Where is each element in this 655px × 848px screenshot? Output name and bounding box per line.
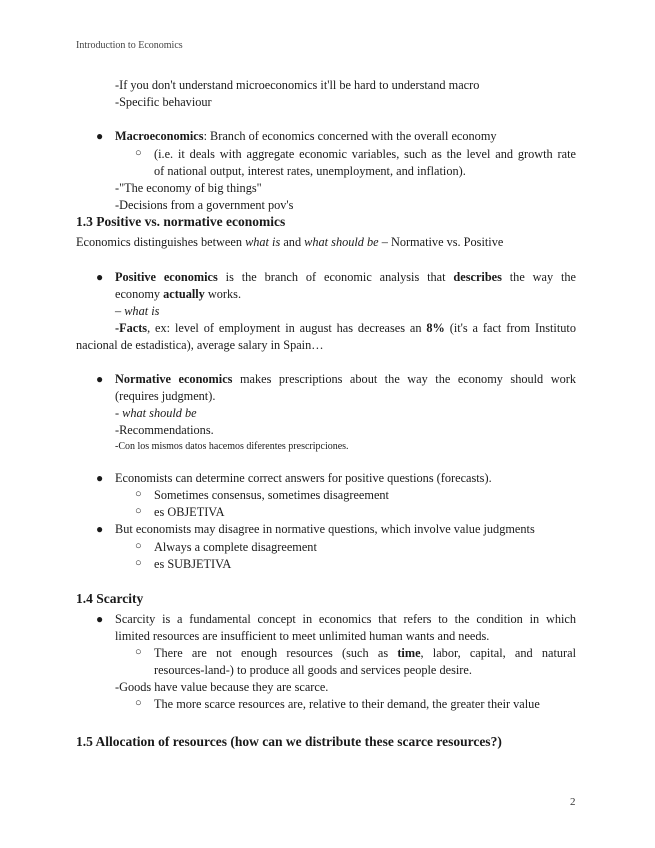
normative-what-should <box>115 405 197 421</box>
economists-sub-4: es SUBJETIVA <box>154 557 232 571</box>
scarcity-time: time <box>397 646 421 660</box>
economists-sub-3: Always a complete disagreement <box>154 540 317 554</box>
facts-term: -Facts <box>115 321 148 335</box>
positive-line-2 <box>115 286 241 302</box>
intro-and: and <box>280 235 305 249</box>
economists-sub-2: es OBJETIVA <box>154 505 225 519</box>
positive-line2-a: economy <box>115 287 164 301</box>
scarcity-line-2: limited resources are insufficient to meet unlimited human wants and needs. <box>115 629 490 643</box>
bullet-icon: ● <box>96 471 104 485</box>
bullet-icon: ● <box>96 129 104 143</box>
micro-note-2: -Specific behaviour <box>115 95 212 109</box>
positive-line-1 <box>115 269 576 285</box>
micro-note-1: -If you don't understand microeconomics it'll be hard to understand macro <box>115 78 480 92</box>
sub-bullet-icon: ○ <box>135 505 142 517</box>
bullet-icon: ● <box>96 372 104 386</box>
sub-bullet-icon: ○ <box>135 557 142 569</box>
intro-text: Economics distinguishes between <box>76 235 246 249</box>
scarcity-sub-2: The more scarce resources are, relative to their demand, the greater their value <box>154 697 540 711</box>
economists-sub-1: Sometimes consensus, sometimes disagreement <box>154 488 389 502</box>
facts-end: (it's a fact from Instituto <box>444 321 576 335</box>
sub-bullet-icon: ○ <box>135 697 142 709</box>
positive-what-is <box>115 303 159 319</box>
positive-term: Positive economics <box>115 270 218 284</box>
intro-end: – Normative vs. Positive <box>378 235 504 249</box>
scarcity-sub-text-a: There are not enough resources (such as <box>154 646 398 660</box>
normative-line-2: (requires judgment). <box>115 389 216 403</box>
positive-text-b: the way the <box>501 270 576 284</box>
macro-definition: : Branch of economics concerned with the overall economy <box>203 129 497 143</box>
economists-line-1: Economists can determine correct answers for positive questions (forecasts). <box>115 471 492 485</box>
scarcity-sub-1-line-1 <box>154 645 576 661</box>
macro-term: Macroeconomics <box>115 129 204 143</box>
sub-bullet-icon: ○ <box>135 540 142 552</box>
intro-what-is: what is <box>245 235 281 249</box>
intro-what-should: what should be <box>304 235 379 249</box>
macro-note-1: -"The economy of big things" <box>115 181 262 195</box>
sub-bullet-icon: ○ <box>135 646 142 658</box>
positive-facts-line-2: nacional de estadistica), average salary in Spain… <box>76 338 324 352</box>
macro-note-2: -Decisions from a government pov's <box>115 198 294 212</box>
page-number: 2 <box>570 796 576 808</box>
positive-what-is-text: – what is <box>115 304 160 318</box>
bullet-icon: ● <box>96 522 104 536</box>
normative-what-should-text: - what should be <box>115 406 197 420</box>
macro-sub-line-1: (i.e. it deals with aggregate economic variables, such as the level and growth rate <box>154 147 576 161</box>
economists-line-2: But economists may disagree in normative questions, which involve value judgments <box>115 522 535 536</box>
positive-facts-line-1 <box>115 320 576 336</box>
normative-text: makes prescriptions about the way the economy should work <box>232 372 576 386</box>
scarcity-note: -Goods have value because they are scarce. <box>115 680 329 694</box>
scarcity-line-1: Scarcity is a fundamental concept in economics that refers to the condition in which <box>115 612 576 626</box>
facts-percent: 8% <box>426 321 445 335</box>
scarcity-sub-text-b: , labor, capital, and natural <box>420 646 576 660</box>
page-header: Introduction to Economics <box>76 40 183 51</box>
positive-describes: describes <box>453 270 502 284</box>
positive-text-a: is the branch of economic analysis that <box>217 270 454 284</box>
section-heading-1-5: 1.5 Allocation of resources (how can we distribute these scarce resources?) <box>76 734 502 749</box>
sub-bullet-icon: ○ <box>135 147 142 159</box>
macro-bullet <box>115 128 497 144</box>
bullet-icon: ● <box>96 612 104 626</box>
bullet-icon: ● <box>96 270 104 284</box>
positive-line2-b: works. <box>204 287 242 301</box>
macro-sub-line-2: of national output, interest rates, unemployment, and inflation). <box>154 164 466 178</box>
section-heading-1-4: 1.4 Scarcity <box>76 591 144 606</box>
positive-actually: actually <box>163 287 205 301</box>
normative-note: -Con los mismos datos hacemos diferentes prescripciones. <box>115 441 349 452</box>
normative-term: Normative economics <box>115 372 233 386</box>
normative-recommend: -Recommendations. <box>115 423 214 437</box>
section-1-3-intro <box>76 234 503 250</box>
scarcity-sub-1-line-2: resources-land-) to produce all goods and services people desire. <box>154 663 472 677</box>
section-heading-1-3: 1.3 Positive vs. normative economics <box>76 214 286 229</box>
normative-line-1 <box>115 371 576 387</box>
sub-bullet-icon: ○ <box>135 488 142 500</box>
facts-text: , ex: level of employment in august has decreases an <box>147 321 427 335</box>
